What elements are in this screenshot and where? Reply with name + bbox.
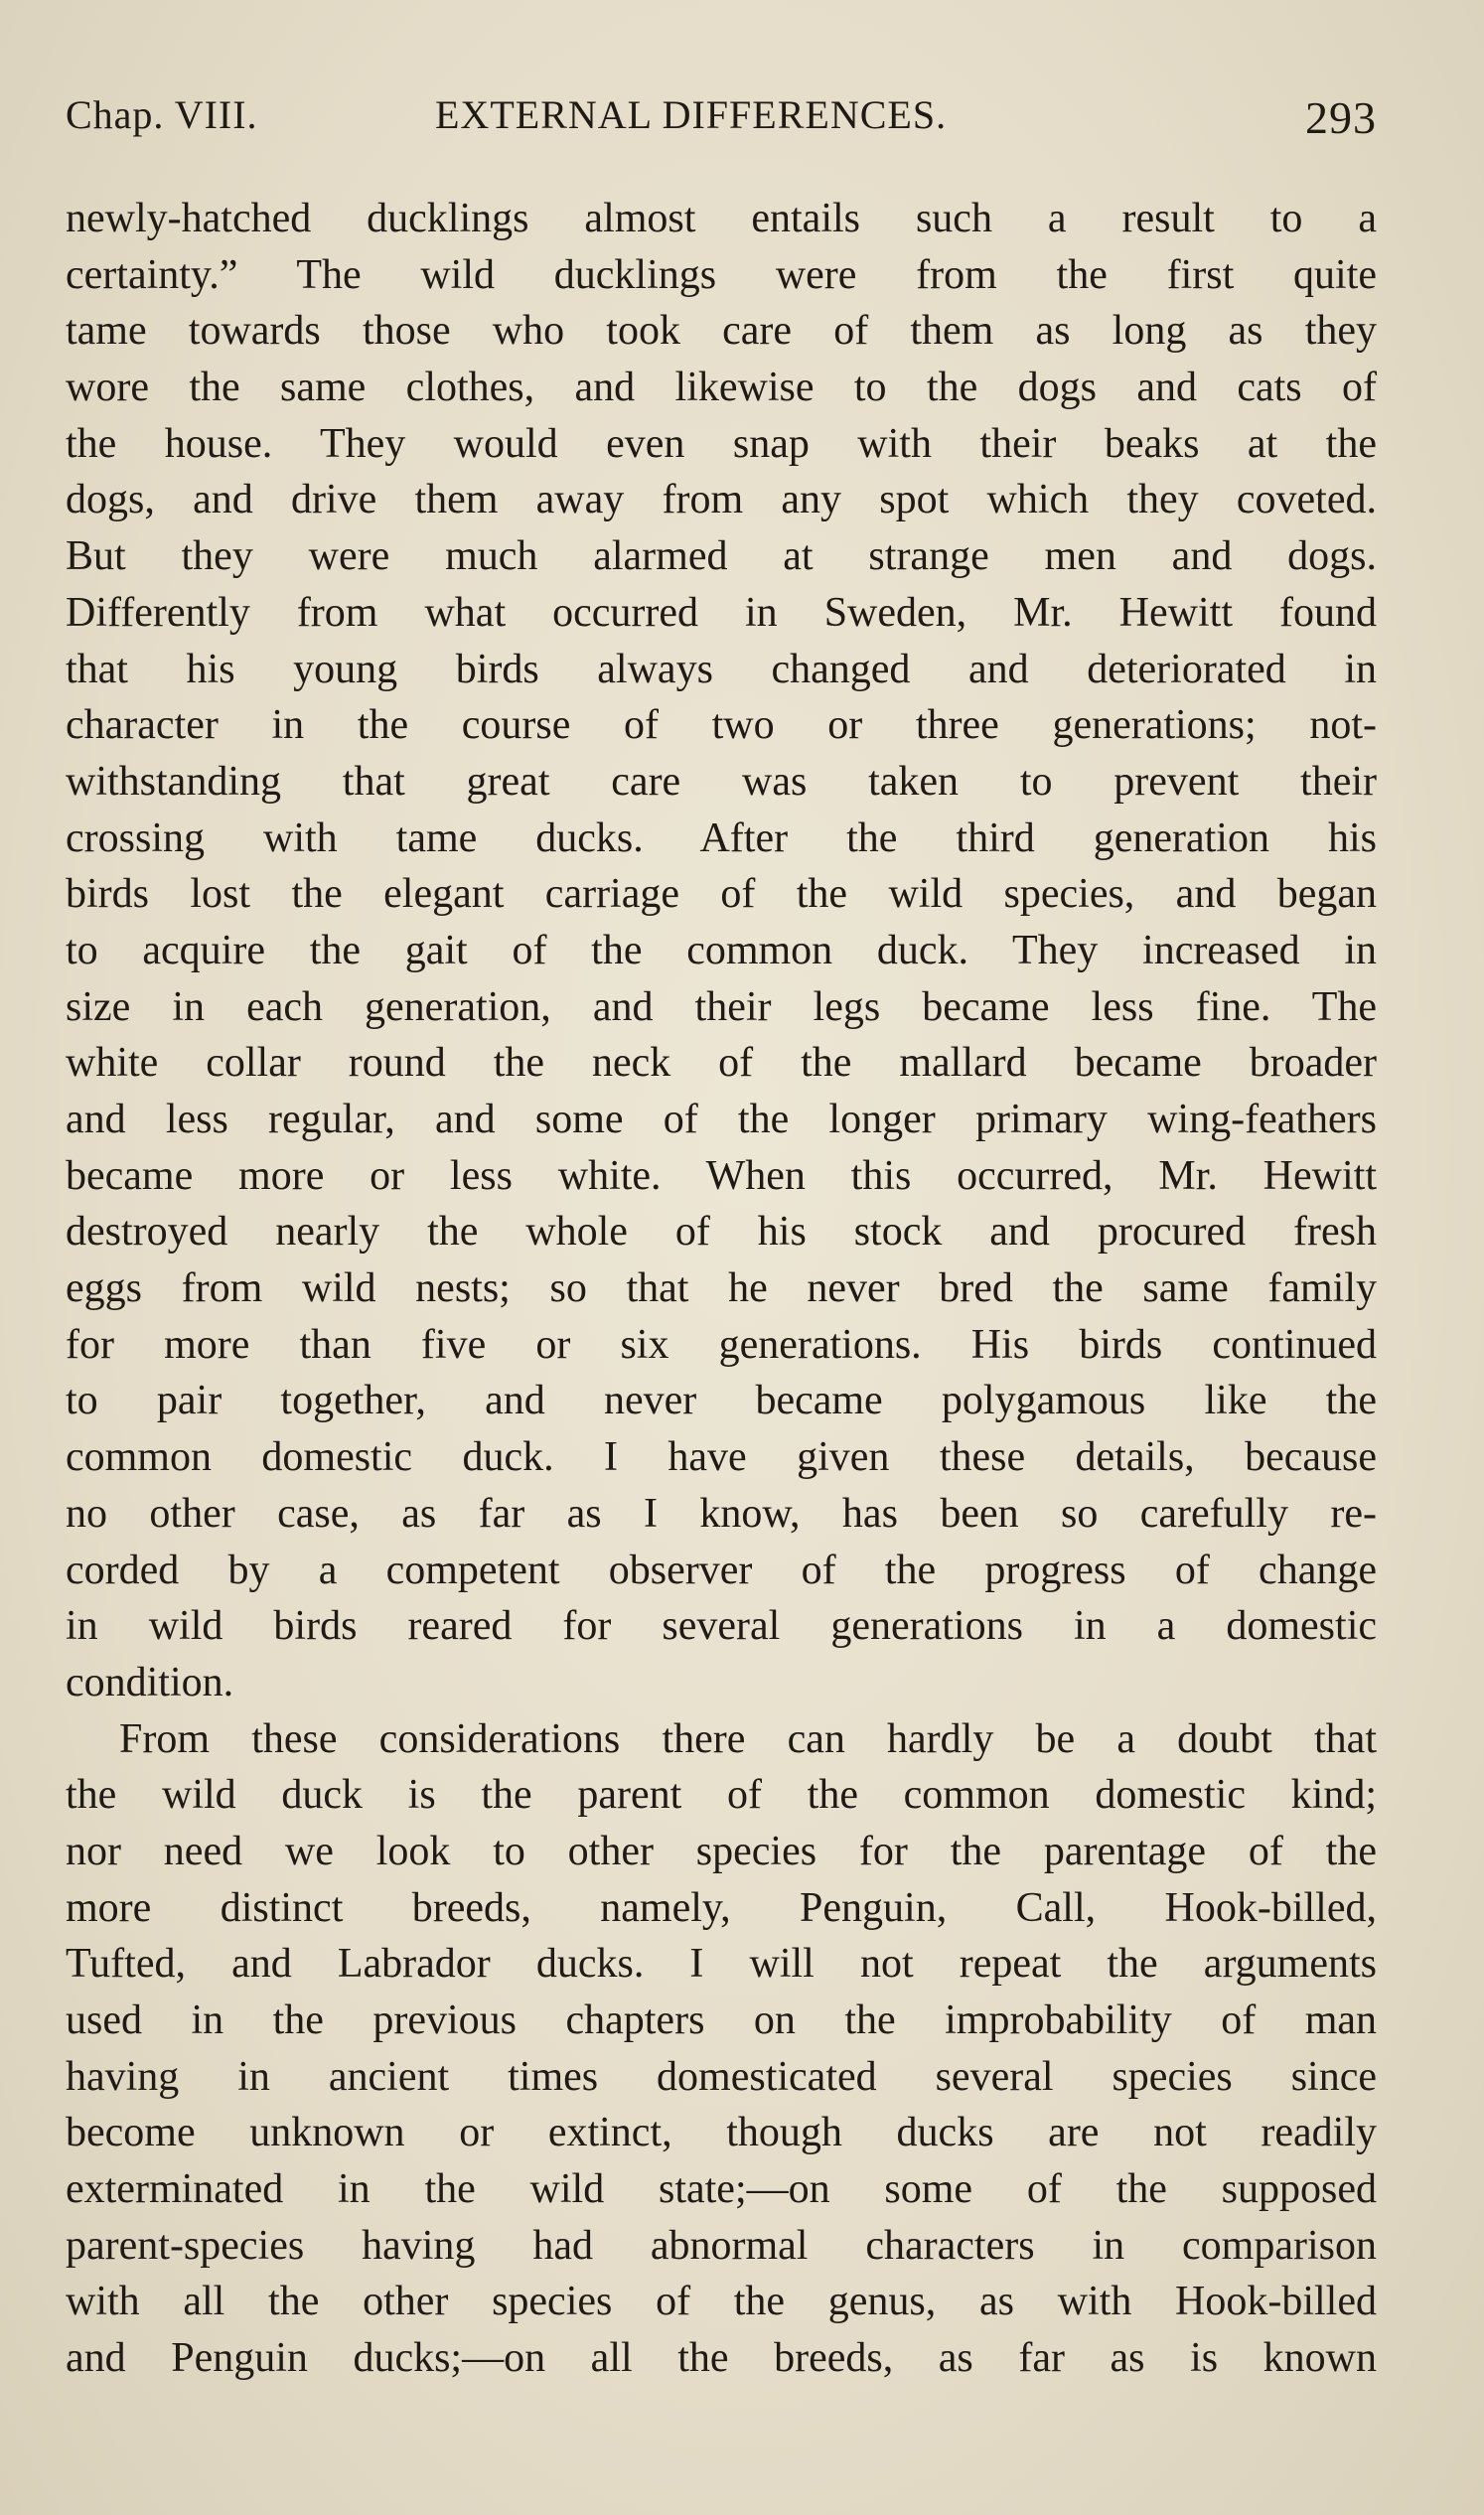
text-line: destroyed nearly the whole of his stock and procured fresh: [66, 1209, 1377, 1256]
text-line: parent-species having had abnormal characters in comparison: [66, 2222, 1377, 2269]
running-title: EXTERNAL DIFFERENCES.: [435, 92, 948, 137]
text-line: Differently from what occurred in Sweden, Mr. Hewitt found: [66, 589, 1377, 636]
text-line: tame towards those who took care of them as long as they: [66, 308, 1377, 355]
text-line: and less regular, and some of the longer primary wing-feathers: [66, 1097, 1377, 1142]
chapter-label: Chap. VIII.: [66, 92, 258, 137]
text-line: become unknown or extinct, though ducks are not readily: [66, 2110, 1377, 2156]
text-line: exterminated in the wild state;—on some of the supposed: [66, 2166, 1377, 2213]
text-line: size in each generation, and their legs became less fine. The: [66, 983, 1377, 1030]
text-line: character in the course of two or three generations; not-: [66, 702, 1377, 749]
text-line: dogs, and drive them away from any spot which they coveted.: [66, 477, 1377, 523]
text-line: wore the same clothes, and likewise to the dogs and cats of: [66, 365, 1377, 411]
text-line: newly-hatched ducklings almost entails such a result to a: [66, 196, 1377, 241]
text-line: birds lost the elegant carriage of the wild species, and began: [66, 871, 1377, 918]
text-line: white collar round the neck of the mallard became broader: [66, 1040, 1377, 1087]
paragraph-2: [66, 1711, 1377, 2387]
text-line: eggs from wild nests; so that he never bred the same family: [66, 1265, 1377, 1312]
text-line: nor need we look to other species for the parentage of the: [66, 1828, 1377, 1874]
text-line: in wild birds reared for several generations in a domestic: [66, 1603, 1377, 1650]
text-line: used in the previous chapters on the improbability of man: [66, 1997, 1377, 2043]
text-line: and Penguin ducks;—on all the breeds, as far as is known: [66, 2335, 1377, 2382]
text-line: to acquire the gait of the common duck. They increased in: [66, 927, 1377, 973]
text-line: more distinct breeds, namely, Penguin, Call, Hook-billed,: [66, 1884, 1377, 1931]
page-number: 293: [1305, 92, 1377, 143]
text-line: certainty.” The wild ducklings were from the first quite: [66, 251, 1377, 298]
text-line: having in ancient times domesticated several species since: [66, 2053, 1377, 2100]
text-line: with all the other species of the genus, as with Hook-billed: [66, 2279, 1377, 2325]
text-line: no other case, as far as I know, has been so carefully re-: [66, 1490, 1377, 1537]
text-line: the house. They would even snap with their beaks at the: [66, 420, 1377, 467]
text-line: crossing with tame ducks. After the third generation his: [66, 814, 1377, 861]
text-line: to pair together, and never became polygamous like the: [66, 1378, 1377, 1424]
text-line: for more than five or six generations. His birds continued: [66, 1321, 1377, 1368]
text-line: became more or less white. When this occurred, Mr. Hewitt: [66, 1152, 1377, 1199]
text-line: that his young birds always changed and deteriorated in: [66, 646, 1377, 692]
text-line: condition.: [66, 1659, 234, 1705]
text-line: Tufted, and Labrador ducks. I will not repeat the arguments: [66, 1941, 1377, 1988]
running-header: [66, 91, 1377, 151]
text-line: From these considerations there can hardly be a doubt that: [119, 1715, 1377, 1762]
paragraph-1: [66, 191, 1377, 1711]
text-line: common domestic duck. I have given these details, because: [66, 1434, 1377, 1481]
text-line: withstanding that great care was taken to prevent their: [66, 758, 1377, 805]
text-line: corded by a competent observer of the progress of change: [66, 1547, 1377, 1593]
body-text: [66, 191, 1377, 2387]
text-line: the wild duck is the parent of the common domestic kind;: [66, 1772, 1377, 1819]
text-line: But they were much alarmed at strange men and dogs.: [66, 533, 1377, 580]
